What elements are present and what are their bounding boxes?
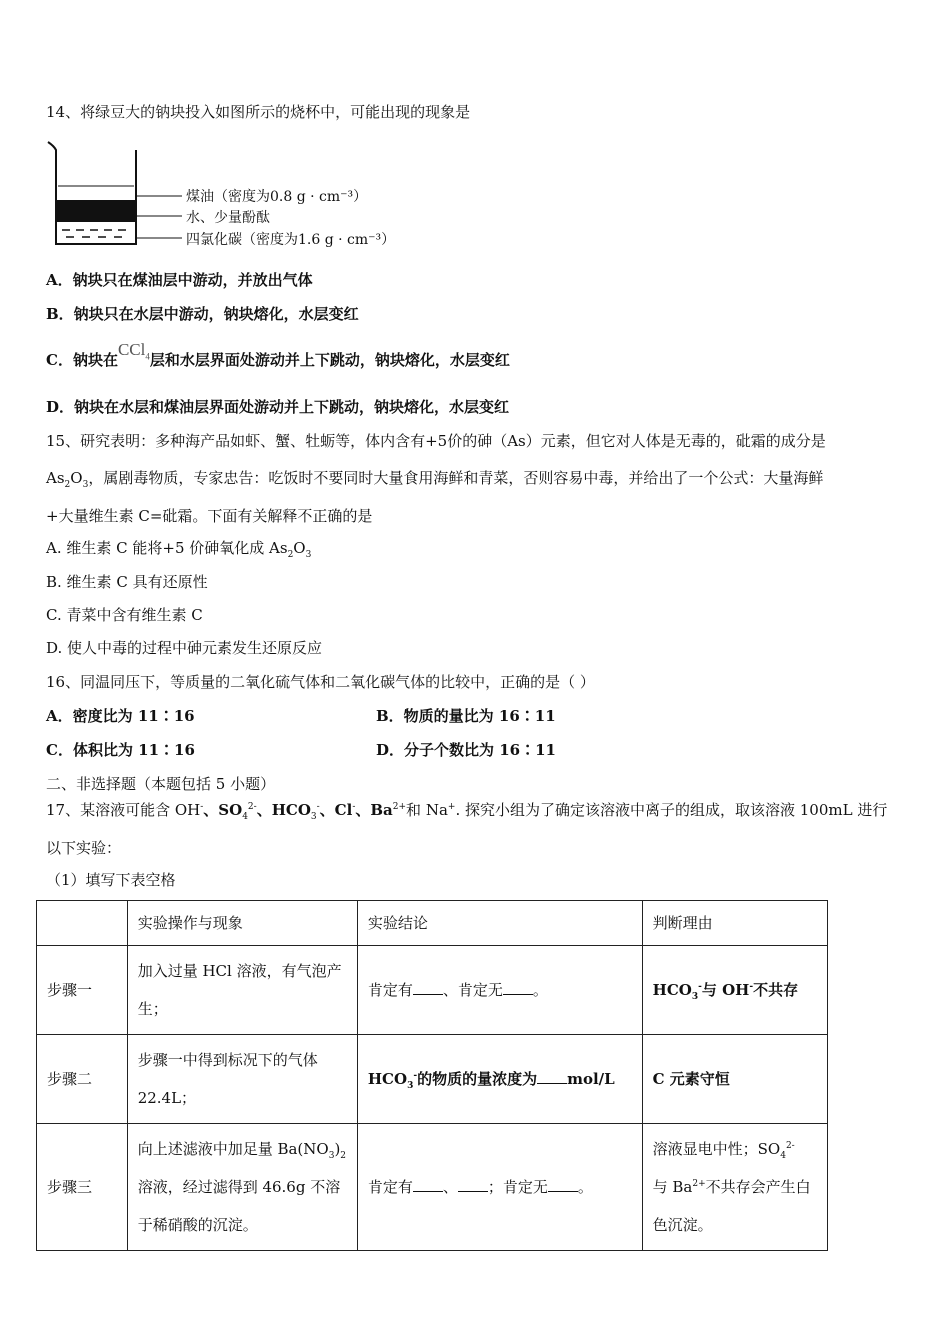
table-header-row bbox=[37, 901, 828, 946]
q14-option-d: D．钠块在水层和煤油层界面处游动并上下跳动，钠块熔化，水层变红 bbox=[46, 398, 510, 416]
q16-stem: 16、同温同压下，等质量的二氧化硫气体和二氧化碳气体的比较中，正确的是（ ） bbox=[46, 673, 595, 691]
beaker-outline bbox=[48, 142, 136, 244]
step-cell: 步骤一 bbox=[37, 946, 128, 1035]
step-cell: 步骤三 bbox=[37, 1124, 128, 1251]
step-cell: 步骤二 bbox=[37, 1035, 128, 1124]
ccl4-formula: CCl$_4$ bbox=[117, 340, 150, 362]
q16-option-a: A．密度比为 11∶16 bbox=[46, 707, 195, 725]
beaker-figure bbox=[44, 140, 464, 255]
section-title: 二、非选择题（本题包括 5 小题） bbox=[46, 775, 276, 793]
answer-blank[interactable] bbox=[413, 1177, 443, 1192]
conclusion-cell: 肯定有 、肯定无 。 bbox=[357, 946, 642, 1035]
reason-cell: C 元素守恒 bbox=[642, 1035, 827, 1124]
q16-option-b: B．物质的量比为 16∶11 bbox=[376, 707, 556, 725]
q17-line2: 以下实验： bbox=[46, 839, 122, 857]
q14-option-c: C．钠块在CCl$_4$层和水层界面处游动并上下跳动，钠块熔化，水层变红 bbox=[46, 340, 510, 369]
experiment-table bbox=[36, 900, 828, 1251]
q17-line1: 17、某溶液可能含 OH-、$SO_4^{2-}$、$HCO_3^-$、Cl-、$Ba^{2+}$和 Na+. 探究小组为了确定该溶液中离子的组成，取该溶液 100mL 进行 bbox=[46, 801, 888, 822]
label-water: 水、少量酚酞 bbox=[186, 210, 270, 226]
q14-stem: 14、将绿豆大的钠块投入如图所示的烧杯中，可能出现的现象是 bbox=[46, 103, 471, 121]
answer-blank[interactable] bbox=[458, 1177, 488, 1192]
operation-cell: 加入过量 HCl 溶液，有气泡产生； bbox=[127, 946, 357, 1035]
conclusion-cell: 肯定有 、 ；肯定无 。 bbox=[357, 1124, 642, 1251]
operation-cell: 步骤一中得到标况下的气体 22.4L； bbox=[127, 1035, 357, 1124]
q15-line2: $As_2O_3$，属剧毒物质，专家忠告：吃饭时不要同时大量食用海鲜和青菜，否则容易中毒，并给出了一个公式：大量海鲜 bbox=[46, 469, 824, 490]
table-row bbox=[37, 1124, 828, 1251]
q17-subquestion: （1）填写下表空格 bbox=[46, 871, 176, 889]
answer-blank[interactable] bbox=[503, 980, 533, 995]
reason-cell: 溶液显电中性；$SO_4^{2-}$ 与 $Ba^{2+}$不共存会产生白色沉淀。 bbox=[642, 1124, 827, 1251]
reason-cell: $HCO_3^-$与 OH-不共存 bbox=[642, 946, 827, 1035]
q15-option-b: B. 维生素 C 具有还原性 bbox=[46, 573, 208, 591]
label-ccl4: 四氯化碳（密度为1.6 g · cm⁻³） bbox=[186, 232, 396, 248]
answer-blank[interactable] bbox=[537, 1069, 567, 1084]
table-row bbox=[37, 946, 828, 1035]
ccl4-layer bbox=[62, 230, 126, 237]
answer-blank[interactable] bbox=[413, 980, 443, 995]
header-cell: 实验结论 bbox=[357, 901, 642, 946]
q15-option-a: A. 维生素 C 能将+5 价砷氧化成 $As_2O_3$ bbox=[46, 539, 312, 560]
label-kerosene: 煤油（密度为0.8 g · cm⁻³） bbox=[186, 189, 368, 205]
q16-option-c: C．体积比为 11∶16 bbox=[46, 741, 195, 759]
q15-line1: 15、研究表明：多种海产品如虾、蟹、牡蛎等，体内含有+5价的砷（As）元素，但它对人体是无毒的，砒霜的成分是 bbox=[46, 432, 826, 450]
q15-line3: +大量维生素 C=砒霜。下面有关解释不正确的是 bbox=[46, 507, 373, 525]
q15-option-c: C. 青菜中含有维生素 C bbox=[46, 606, 203, 624]
header-cell bbox=[37, 901, 128, 946]
header-cell: 判断理由 bbox=[642, 901, 827, 946]
q15-option-d: D. 使人中毒的过程中砷元素发生还原反应 bbox=[46, 639, 323, 657]
operation-cell: 向上述滤液中加足量 $Ba(NO_3)_2$溶液，经过滤得到 46.6g 不溶于稀硝酸的沉淀。 bbox=[127, 1124, 357, 1251]
q16-option-d: D．分子个数比为 16∶11 bbox=[376, 741, 556, 759]
q14-option-a: A．钠块只在煤油层中游动，并放出气体 bbox=[46, 271, 313, 289]
table-row bbox=[37, 1035, 828, 1124]
water-layer bbox=[57, 200, 135, 222]
q14-option-b: B．钠块只在水层中游动，钠块熔化，水层变红 bbox=[46, 305, 359, 323]
answer-blank[interactable] bbox=[548, 1177, 578, 1192]
conclusion-cell: $HCO_3^-$的物质的量浓度为 mol/L bbox=[357, 1035, 642, 1124]
header-cell: 实验操作与现象 bbox=[127, 901, 357, 946]
